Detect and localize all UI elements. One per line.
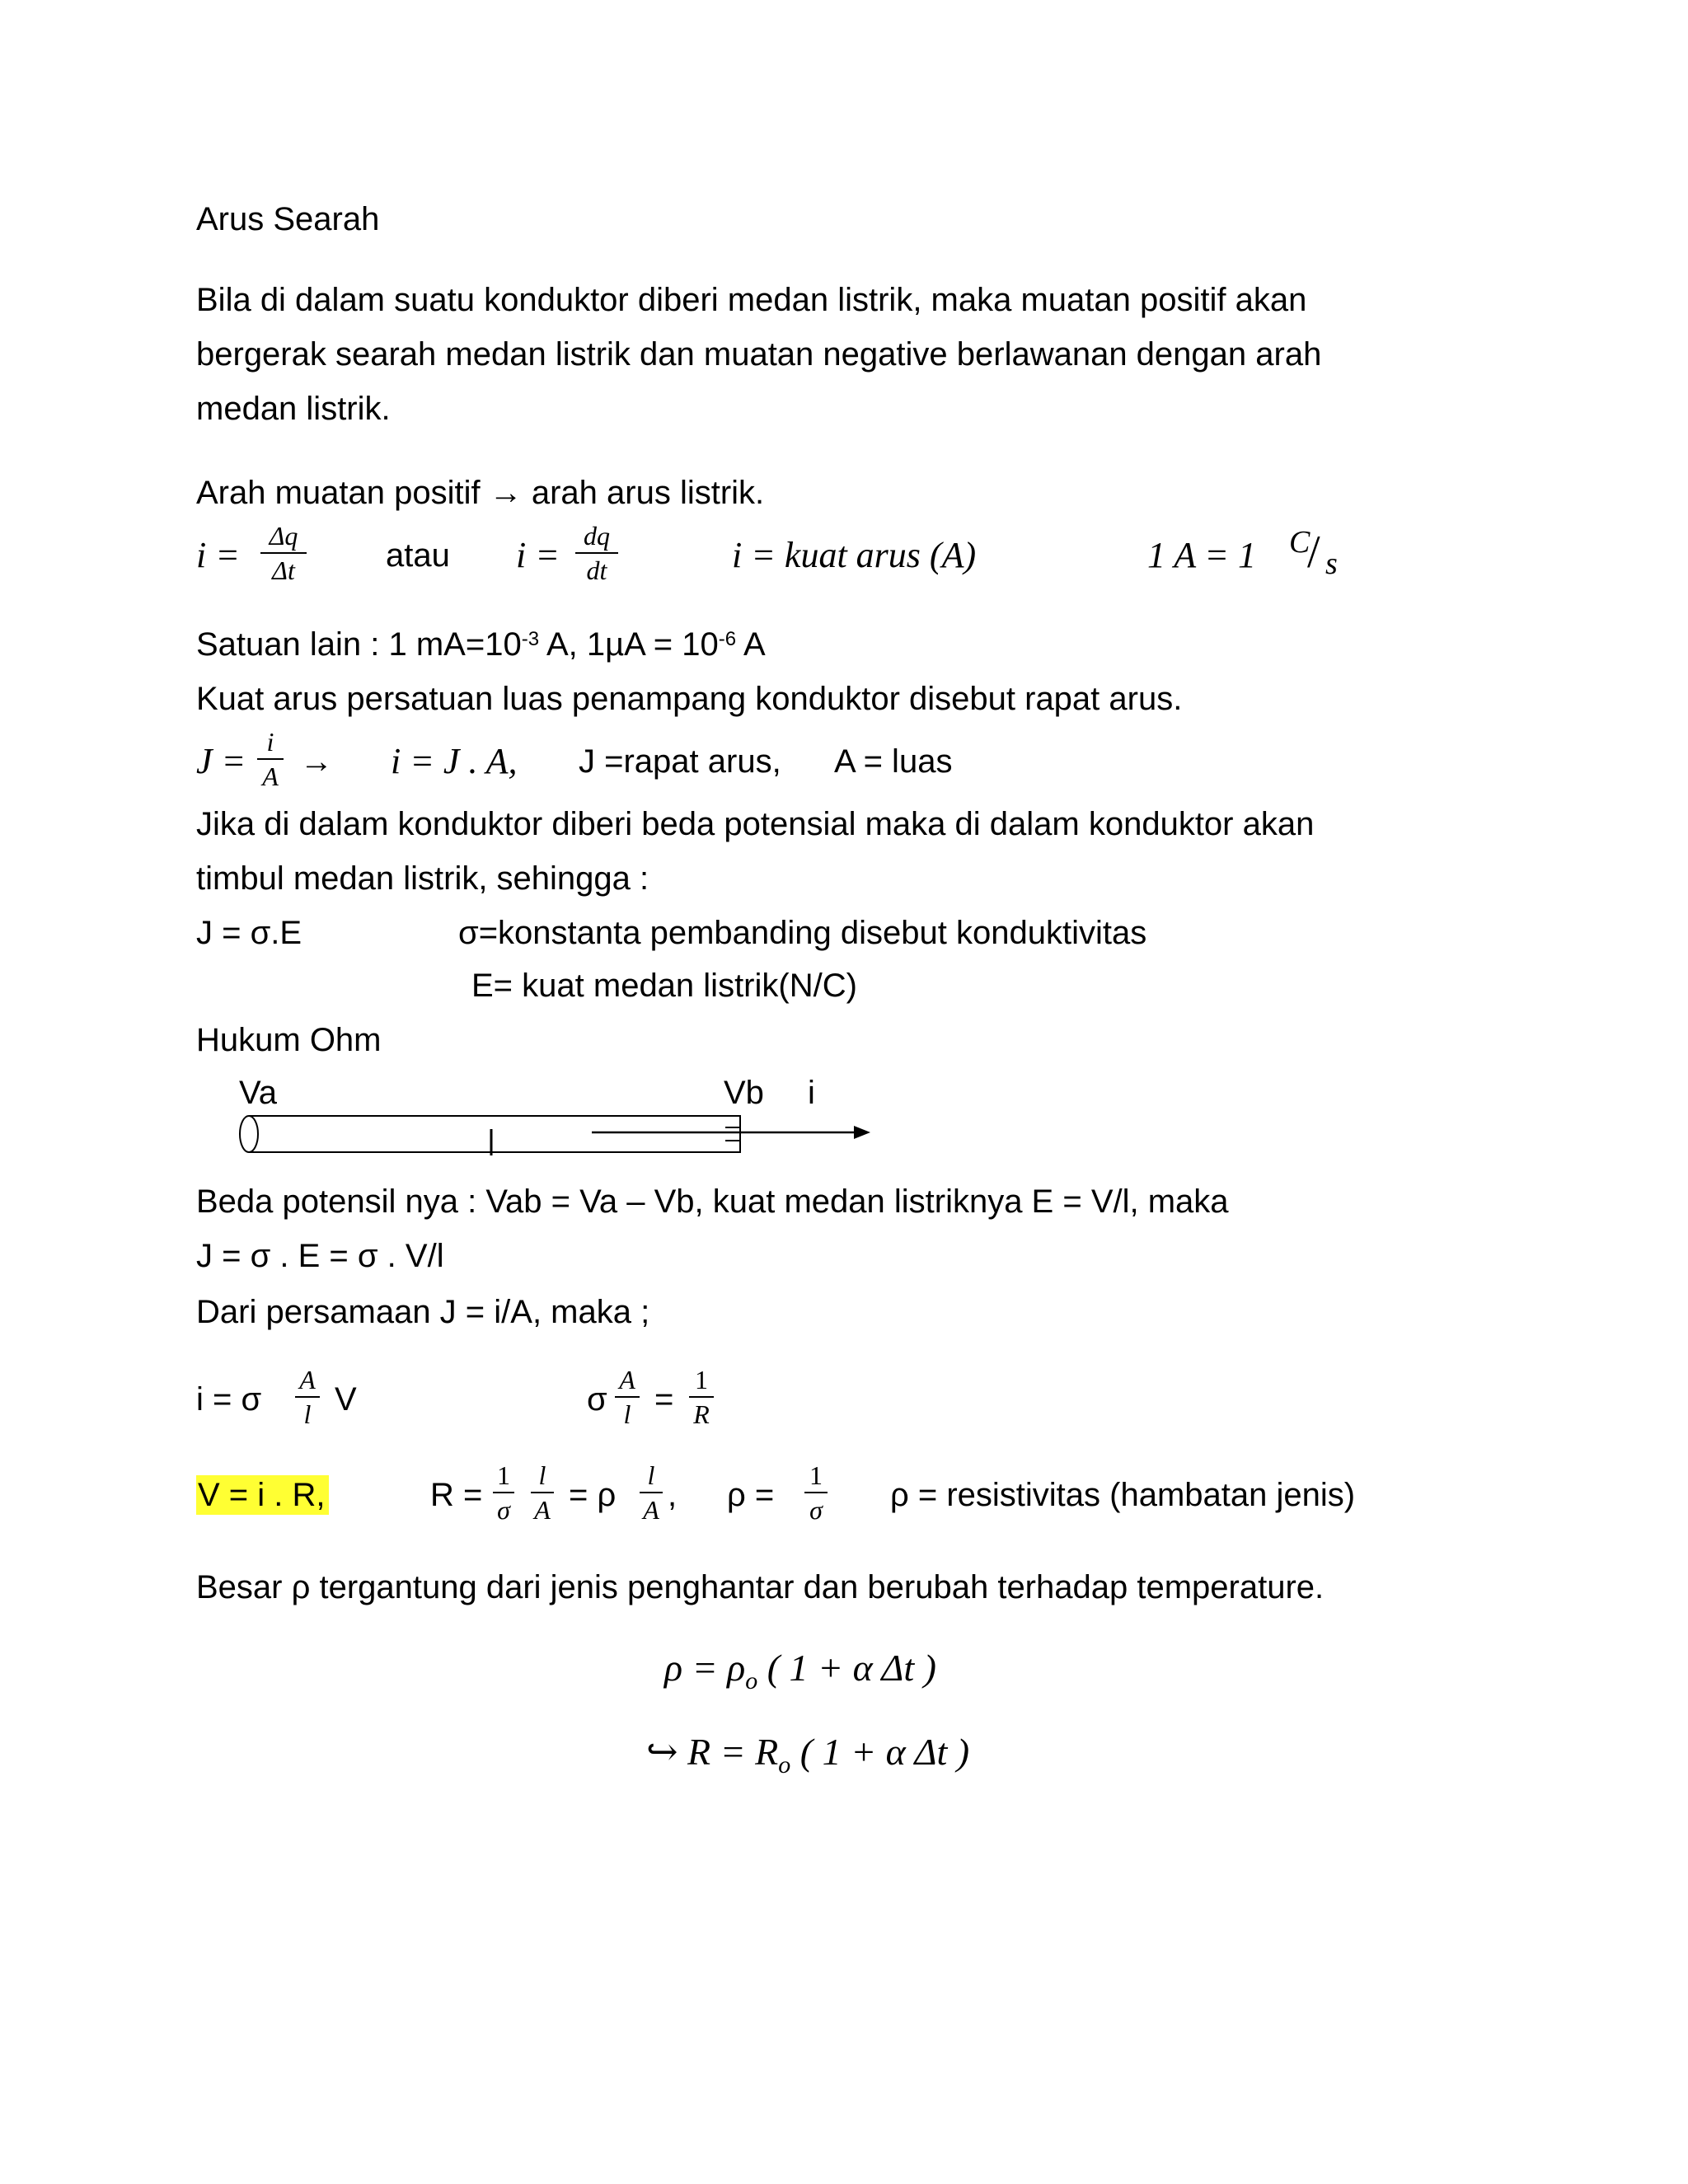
eq5-fraction-2: [531, 1460, 554, 1525]
eq6-b-rest: ( 1 + α Δt ): [790, 1731, 970, 1773]
eq5-f1d: σ: [497, 1495, 510, 1525]
eq2-j-def: J =rapat arus,: [579, 743, 781, 780]
eq5-rho-def: ρ = resistivitas (hambatan jenis): [890, 1477, 1356, 1513]
eq4-s-den: l: [623, 1399, 631, 1429]
eq5-f4n: 1: [809, 1460, 823, 1490]
diagram-vb-label: Vb: [724, 1075, 764, 1111]
eq2-rhs: i = J . A,: [391, 741, 518, 781]
satuan-b: A, 1µA = 10: [539, 626, 719, 663]
eq1-num2: dq: [584, 521, 610, 551]
intro-line-1: Bila di dalam suatu konduktor diberi medan listrik, maka muatan positif akan: [196, 282, 1307, 318]
eq1-lhs: i =: [196, 535, 240, 575]
eq2-fraction: [257, 727, 284, 791]
conductor-diagram: [231, 1104, 874, 1162]
eq1-definition: i = kuat arus (A): [732, 535, 977, 575]
ohm-title: Hukum Ohm: [196, 1022, 382, 1058]
eq4-s-num: A: [619, 1365, 635, 1394]
eq4-i-fraction: [295, 1365, 320, 1429]
eq3-e-def: E= kuat medan listrik(N/C): [471, 968, 857, 1004]
eq6-b: ↪ R = R: [646, 1731, 779, 1773]
eq6-a: ρ = ρ: [664, 1647, 746, 1689]
eq1-den2: dt: [586, 555, 607, 585]
eq4-s-den2: R: [693, 1399, 710, 1429]
diagram-i-label: i: [808, 1075, 815, 1111]
eq4-i-den: l: [303, 1399, 312, 1429]
eq5-f2n: l: [538, 1460, 546, 1490]
eq5-f3n: l: [647, 1460, 655, 1490]
eq5-rho-lhs: ρ =: [727, 1477, 775, 1513]
diagram-va-label: Va: [239, 1075, 277, 1111]
beda-line-1: Jika di dalam konduktor diberi beda potensial maka di dalam konduktor akan: [196, 806, 1315, 842]
beda-line-2: timbul medan listrik, sehingga :: [196, 860, 649, 897]
eq5-f4d: σ: [809, 1495, 823, 1525]
eq5-comma: ,: [668, 1477, 678, 1513]
eq2-num: i: [266, 727, 274, 757]
eq4-s-eq: =: [654, 1381, 674, 1418]
intro-line-2: bergerak searah medan listrik dan muatan negative berlawanan dengan arah: [196, 336, 1322, 373]
eq6-rho: [664, 1645, 936, 1704]
dari-line: Dari persamaan J = i/A, maka ;: [196, 1294, 650, 1330]
eq6-b-sub: o: [778, 1751, 791, 1779]
eq1-atau: atau: [386, 537, 450, 574]
eq3-sigma-def: σ=konstanta pembanding disebut konduktivitas: [458, 915, 1147, 951]
intro-line-3: medan listrik.: [196, 391, 391, 427]
eq5-f2d: A: [534, 1495, 551, 1525]
eq6-a-sub: o: [745, 1667, 758, 1695]
eq4-i-lhs: i = σ: [196, 1381, 262, 1418]
potential-line: Beda potensil nya : Vab = Va – Vb, kuat medan listriknya E = V/l, maka: [196, 1183, 1229, 1220]
eq1-den1: Δt: [272, 555, 295, 585]
satuan-c: A: [736, 626, 766, 663]
eq1-lhs2: i =: [516, 535, 560, 575]
eq2-lhs: J =: [196, 741, 246, 781]
eq1-unit-prefix: 1 A = 1: [1147, 535, 1256, 575]
conductor-end-cap: [725, 1116, 740, 1152]
current-arrow-head: [854, 1126, 870, 1139]
eq6-resistance: [646, 1729, 969, 1788]
eq1-unit-slash: /: [1307, 527, 1320, 578]
eq1-fraction-1: [260, 521, 307, 585]
direction-line: Arah muatan positif → arah arus listrik.: [196, 475, 765, 511]
eq4-sigma: σ: [587, 1381, 607, 1418]
eq5-f3d: A: [643, 1495, 659, 1525]
page-title: Arus Searah: [196, 201, 380, 237]
eq5-eq-rho: = ρ: [569, 1477, 617, 1513]
eq4-s-fraction-1: [615, 1365, 640, 1429]
ohm-law-highlight: V = i . R,: [196, 1475, 329, 1515]
conductor-end-ellipse: [240, 1116, 258, 1152]
eq5-f1n: 1: [497, 1460, 510, 1490]
eq4-i-num: A: [299, 1365, 316, 1394]
eq1-num1: Δq: [269, 521, 298, 551]
eq1-fraction-2: [575, 521, 618, 585]
satuan-a: Satuan lain : 1 mA=10: [196, 626, 522, 663]
eq2-den: A: [262, 762, 279, 791]
eq1-unit-num: C: [1289, 525, 1311, 560]
eq5-fraction-1: [493, 1460, 514, 1525]
eq5-fraction-3: [640, 1460, 663, 1525]
eq4-s-fraction-2: [689, 1365, 714, 1429]
temp-line: Besar ρ tergantung dari jenis penghantar dan berubah terhadap temperature.: [196, 1569, 1325, 1605]
eq3-formula: J = σ.E: [196, 915, 302, 951]
eq2-arrow: →: [300, 743, 333, 780]
rapat-line: Kuat arus persatuan luas penampang konduktor disebut rapat arus.: [196, 681, 1183, 717]
eq1-unit-den: s: [1325, 546, 1338, 581]
eq4-i-v: V: [335, 1381, 357, 1418]
satuan-line: [196, 625, 766, 664]
satuan-a-exp: -3: [521, 628, 540, 650]
eq5-fraction-4: [804, 1460, 828, 1525]
j-line: J = σ . E = σ . V/l: [196, 1238, 444, 1274]
eq2-a-def: A = luas: [834, 743, 953, 780]
eq6-a-rest: ( 1 + α Δt ): [757, 1647, 936, 1689]
satuan-b-exp: -6: [718, 628, 737, 650]
eq5-r-lhs: R =: [430, 1477, 483, 1513]
eq4-s-num2: 1: [695, 1365, 708, 1394]
